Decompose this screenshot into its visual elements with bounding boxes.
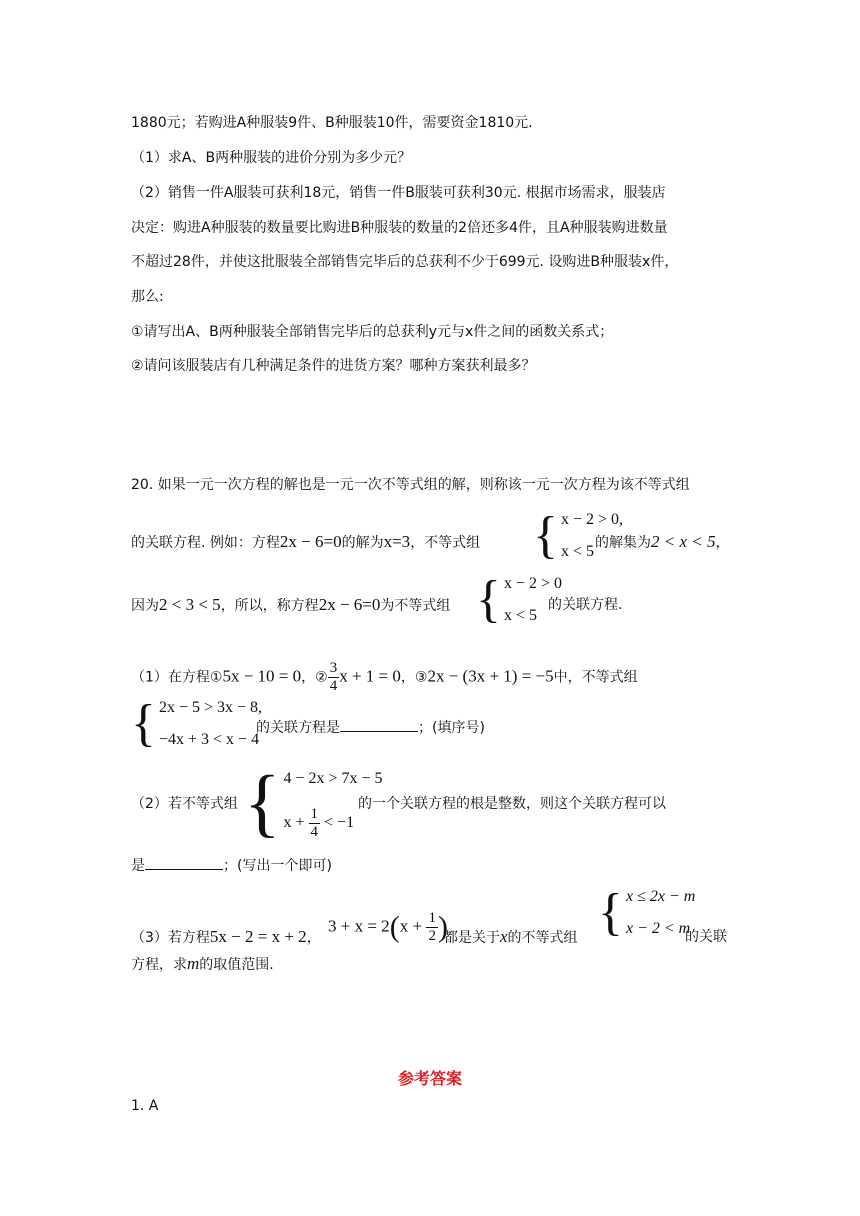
system-row: x < 5 — [560, 543, 594, 560]
text: ；(填序号) — [418, 720, 485, 736]
system-row: x ≤ 2x − m — [625, 888, 696, 905]
fraction — [426, 910, 438, 945]
q20-part2-line1-tail: 的一个关联方程的根是整数，则这个关联方程可以 — [358, 796, 666, 812]
system-row: x − 2 < m — [625, 920, 691, 937]
brace-icon: { — [598, 884, 623, 941]
text: ；(写出一个即可) — [223, 858, 332, 874]
text: ，③ — [400, 669, 428, 686]
answer-1: 1. A — [131, 1098, 159, 1114]
answer-blank[interactable] — [145, 855, 223, 870]
system-row: 4 − 2x > 7x − 5 — [283, 770, 383, 787]
equation-3a: 5x − 2 = x + 2 — [209, 927, 307, 946]
answers-title: 参考答案 — [397, 1069, 462, 1088]
equation-example: 2x − 6=0 — [279, 532, 342, 551]
q20-intro-line2 — [131, 533, 480, 552]
text: x + — [399, 916, 423, 936]
text: 的解集为 — [595, 535, 651, 551]
denominator: 4 — [310, 824, 319, 840]
text: 因为 — [131, 598, 159, 614]
equation-1: 5x − 10 = 0 — [222, 666, 302, 686]
denominator: 2 — [428, 928, 436, 944]
fraction — [328, 660, 340, 695]
denominator: 4 — [329, 678, 338, 694]
q20-intro-line1: 20. 如果一元一次方程的解也是一元一次不等式组的解，则称该一元一次方程为该不等式组 — [131, 477, 690, 493]
system-row: x − 2 > 0, — [560, 511, 624, 528]
system-row: 2x − 5 > 3x − 8, — [158, 699, 263, 716]
q20-part1-line2 — [256, 717, 485, 737]
text: ， — [715, 535, 730, 551]
numerator: 3 — [329, 660, 338, 676]
q19-part2-line2: 决定：购进A种服装的数量要比购进B种服装的数量的2倍还多4件，且A种服装购进数量 — [131, 220, 668, 236]
solution: x=3 — [383, 532, 411, 551]
q20-part3-line1-mid — [444, 928, 578, 947]
q19-part2-line4: 那么: — [131, 289, 164, 305]
q19-sub2: ②请问该服装店有几种满足条件的进货方案？哪种方案获利最多？ — [131, 358, 536, 374]
variable-x: x — [500, 927, 508, 946]
part1-inequality-system — [131, 695, 263, 752]
q19-part2-line1: （2）销售一件A服装可获利18元，销售一件B服装可获利30元. 根据市场需求，服装店 — [131, 185, 666, 201]
q20-part3-line1-tail: 的关联 — [685, 929, 727, 945]
q19-line1: 1880元；若购进A种服装9件、B种服装10件，需要资金1810元. — [131, 115, 533, 131]
fraction — [309, 806, 321, 841]
q19-sub1: ①请写出A、B两种服装全部销售完毕后的总获利y元与x件之间的函数关系式； — [131, 324, 614, 340]
text: 中，不等式组 — [553, 669, 638, 686]
q20-intro-line3-tail: 的关联方程. — [548, 597, 623, 613]
q20-intro-line3 — [131, 596, 450, 615]
text: < −1 — [324, 814, 355, 832]
equation-3b — [328, 910, 448, 945]
brace-icon: { — [476, 571, 501, 628]
text: 方程，求 — [131, 957, 187, 973]
text: ，② — [301, 669, 328, 686]
text: ，所以，称方程 — [220, 598, 319, 614]
q19-part1: （1）求A、B两种服装的进价分别为多少元？ — [131, 150, 412, 166]
text: 的不等式组 — [507, 930, 578, 946]
paren-left: ( — [389, 910, 400, 944]
text: （3）若方程 — [131, 930, 210, 946]
numerator: 1 — [310, 806, 319, 822]
text: 3 + x = 2 — [328, 916, 390, 936]
part3-inequality-system — [598, 884, 696, 941]
text: 的关联方程是 — [256, 720, 340, 736]
brace-icon: { — [533, 507, 558, 564]
brace-icon: { — [131, 695, 156, 752]
text: 为不等式组 — [380, 598, 451, 614]
q20-part2-line2 — [131, 855, 332, 875]
text: x + — [283, 814, 305, 832]
text: 是 — [131, 858, 145, 874]
equation-2: x + 1 = 0 — [339, 666, 401, 686]
variable-m: m — [187, 954, 200, 973]
q20-part3-line1 — [131, 928, 321, 947]
system-row: −4x + 3 < x − 4 — [158, 731, 260, 748]
answer-blank[interactable] — [340, 717, 418, 732]
equation-3: 2x − (3x + 1) = −5 — [427, 666, 554, 686]
q20-intro-line2-tail — [595, 533, 730, 552]
text: 的关联方程. 例如：方程 — [131, 535, 280, 551]
q20-part1-line1 — [131, 660, 638, 695]
text: 的解为 — [341, 535, 384, 551]
q20-part3-line2 — [131, 955, 274, 974]
equation-example: 2x − 6=0 — [318, 595, 381, 614]
numerator: 1 — [428, 910, 436, 926]
text: （1）在方程① — [131, 669, 223, 686]
system-row: x − 2 > 0 — [503, 575, 563, 592]
text: ，不等式组 — [410, 535, 481, 551]
range-check: 2 < 3 < 5 — [159, 595, 221, 614]
system-row: x < 5 — [503, 607, 537, 624]
brace-icon: { — [244, 761, 281, 845]
paren-right: ) — [437, 910, 448, 944]
text: 都是关于 — [444, 930, 500, 946]
text: 的取值范围. — [199, 957, 274, 973]
q20-part2-line1: （2）若不等式组 — [131, 796, 238, 812]
text: ， — [306, 930, 321, 946]
q19-part2-line3: 不超过28件，并使这批服装全部销售完毕后的总获利不少于699元. 设购进B种服装x件， — [131, 254, 679, 270]
solution-range: 2 < x < 5 — [651, 532, 716, 551]
